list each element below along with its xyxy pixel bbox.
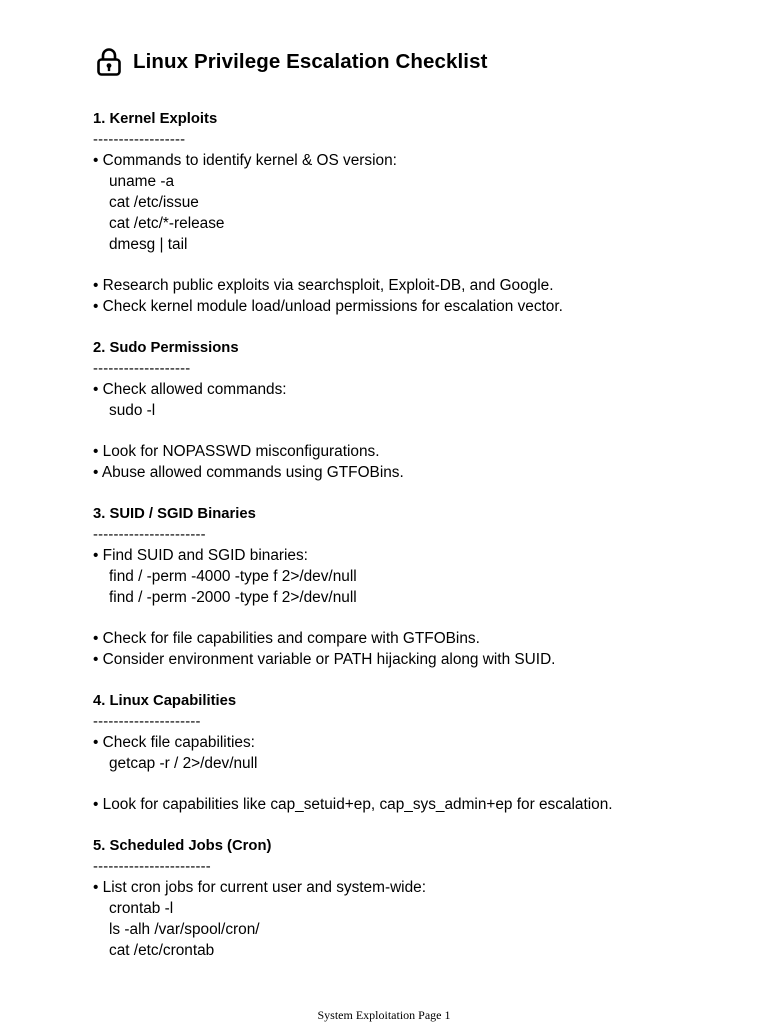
command-line: getcap -r / 2>/dev/null [109,755,258,772]
section-heading: 1. Kernel Exploits [93,111,218,127]
bullet-item: • Consider environment variable or PATH hijacking along with SUID. [93,651,556,668]
bullet-item: • Look for capabilities like cap_setuid+ep, cap_sys_admin+ep for escalation. [93,796,613,813]
command-line: dmesg | tail [109,236,188,253]
section-heading: 5. Scheduled Jobs (Cron) [93,838,272,854]
section-underline: ------------------ [93,132,186,148]
bullet-item: • Check file capabilities: [93,734,255,751]
document-header [94,46,488,78]
block-spacer [93,421,733,441]
command-line: uname -a [109,173,175,190]
checklist-section [93,109,733,317]
command-line: find / -perm -2000 -type f 2>/dev/null [109,589,357,606]
bullet-item: • Abuse allowed commands using GTFOBins. [93,464,404,481]
section-underline: ---------------------- [93,527,206,543]
checklist-section [93,504,733,670]
lock-icon [94,47,124,77]
section-heading: 2. Sudo Permissions [93,340,239,356]
command-line: sudo -l [109,402,156,419]
block-spacer [93,255,733,275]
checklist-section [93,338,733,483]
section-spacer [93,483,733,504]
command-line: cat /etc/issue [109,194,199,211]
command-line: crontab -l [109,900,174,917]
command-line: find / -perm -4000 -type f 2>/dev/null [109,568,357,585]
section-underline: --------------------- [93,714,201,730]
checklist-body [93,109,733,961]
bullet-item: • List cron jobs for current user and system-wide: [93,879,426,896]
checklist-section [93,691,733,815]
command-line: cat /etc/crontab [109,942,215,959]
bullet-item: • Check for file capabilities and compare with GTFOBins. [93,630,480,647]
section-spacer [93,317,733,338]
section-heading: 3. SUID / SGID Binaries [93,506,256,522]
bullet-item: • Check allowed commands: [93,381,287,398]
bullet-item: • Research public exploits via searchsploit, Exploit-DB, and Google. [93,277,554,294]
checklist-section [93,836,733,961]
section-heading: 4. Linux Capabilities [93,693,237,709]
bullet-item: • Check kernel module load/unload permissions for escalation vector. [93,298,563,315]
command-line: cat /etc/*-release [109,215,225,232]
section-spacer [93,815,733,836]
command-line: ls -alh /var/spool/cron/ [109,921,260,938]
bullet-item: • Find SUID and SGID binaries: [93,547,308,564]
section-underline: ----------------------- [93,859,211,875]
section-underline: ------------------- [93,361,191,377]
bullet-item: • Look for NOPASSWD misconfigurations. [93,443,380,460]
bullet-item: • Commands to identify kernel & OS version: [93,152,397,169]
page-footer: System Exploitation Page 1 [317,1008,451,1022]
block-spacer [93,608,733,628]
block-spacer [93,774,733,794]
page-title: Linux Privilege Escalation Checklist [133,50,488,73]
section-spacer [93,670,733,691]
